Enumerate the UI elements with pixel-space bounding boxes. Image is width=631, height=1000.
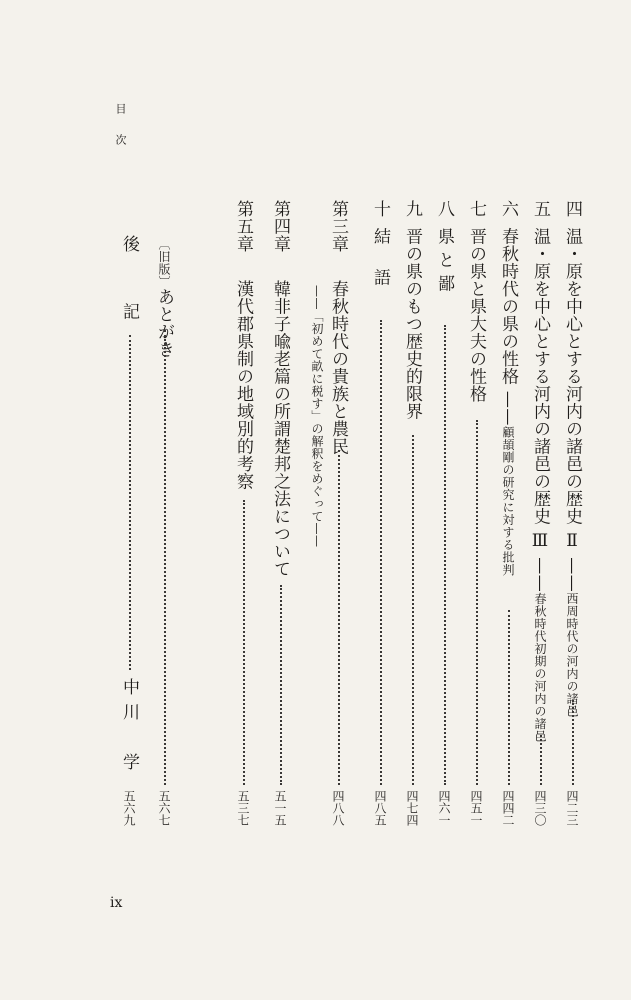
chapter-title: 韓非子喩老篇の所謂楚邦之法について	[270, 280, 290, 578]
entry-title: 県 と 鄙	[434, 227, 454, 292]
leader-dots	[572, 700, 574, 785]
page-number: 四二三	[565, 790, 579, 826]
entry-title: 結 語	[370, 227, 390, 286]
chapter-subtitle: ——「初めて畝に税す」の解釈をめぐって——	[310, 285, 324, 548]
entry-subtitle: 春秋時代初期の河内の諸邑	[533, 592, 547, 743]
leader-dots	[444, 325, 446, 785]
page-number: 五六九	[122, 790, 136, 826]
page-number: 四七四	[405, 790, 419, 826]
chapter-number: 第三章	[328, 200, 348, 253]
entry-title: 春秋時代の県の性格 ——	[498, 227, 518, 426]
entry-title: あとがき	[154, 288, 174, 358]
entry-title: 温・原を中心とする河内の諸邑の歴史 Ⅱ ——	[562, 227, 582, 593]
entry-subtitle: 西周時代の河内の諸邑	[565, 592, 579, 718]
page-header: 目次	[114, 103, 127, 165]
page-number: 四八五	[373, 790, 387, 826]
entry-title: 温・原を中心とする河内の諸邑の歴史 Ⅲ ——	[530, 227, 550, 593]
entry-number: 四	[562, 200, 582, 218]
chapter-title: 漢代郡県制の地域別的考察	[233, 280, 253, 490]
page-number: 五一五	[273, 790, 287, 826]
leader-dots	[338, 450, 340, 785]
entry-number: 七	[466, 200, 486, 218]
entry-number: 五	[530, 200, 550, 218]
chapter-title: 春秋時代の貴族と農民	[328, 280, 348, 455]
leader-dots	[508, 610, 510, 785]
leader-dots	[380, 320, 382, 785]
entry-title: 晋の県と県大夫の性格	[466, 227, 486, 403]
page-number: 五三七	[236, 790, 250, 826]
leader-dots	[412, 435, 414, 785]
entry-number: 八	[434, 200, 454, 218]
author-name: 中川 学	[119, 678, 139, 778]
entry-title: 記	[119, 302, 139, 320]
leader-dots	[129, 335, 131, 670]
entry-number: 十	[370, 200, 390, 218]
page-number: 四六一	[437, 790, 451, 826]
page-number: 四四二	[501, 790, 515, 826]
leader-dots	[280, 585, 282, 785]
page-footer-number: ix	[110, 895, 123, 911]
chapter-number: 第五章	[233, 200, 253, 253]
page-number: 四五一	[469, 790, 483, 826]
entry-title: 晋の県のもつ歴史的限界	[402, 227, 422, 420]
entry-number: 後	[119, 235, 139, 253]
chapter-number: 第四章	[270, 200, 290, 253]
leader-dots	[476, 420, 478, 785]
leader-dots	[164, 330, 166, 785]
entry-prefix: 〔旧版〕	[157, 238, 171, 288]
entry-subtitle: 顧頡剛の研究に対する批判	[501, 425, 515, 576]
page-number: 四八八	[331, 790, 345, 826]
leader-dots	[243, 500, 245, 785]
page-number: 五六七	[157, 790, 171, 826]
entry-number: 六	[498, 200, 518, 218]
leader-dots	[540, 735, 542, 785]
page-number: 四三〇	[533, 790, 547, 826]
entry-number: 九	[402, 200, 422, 218]
